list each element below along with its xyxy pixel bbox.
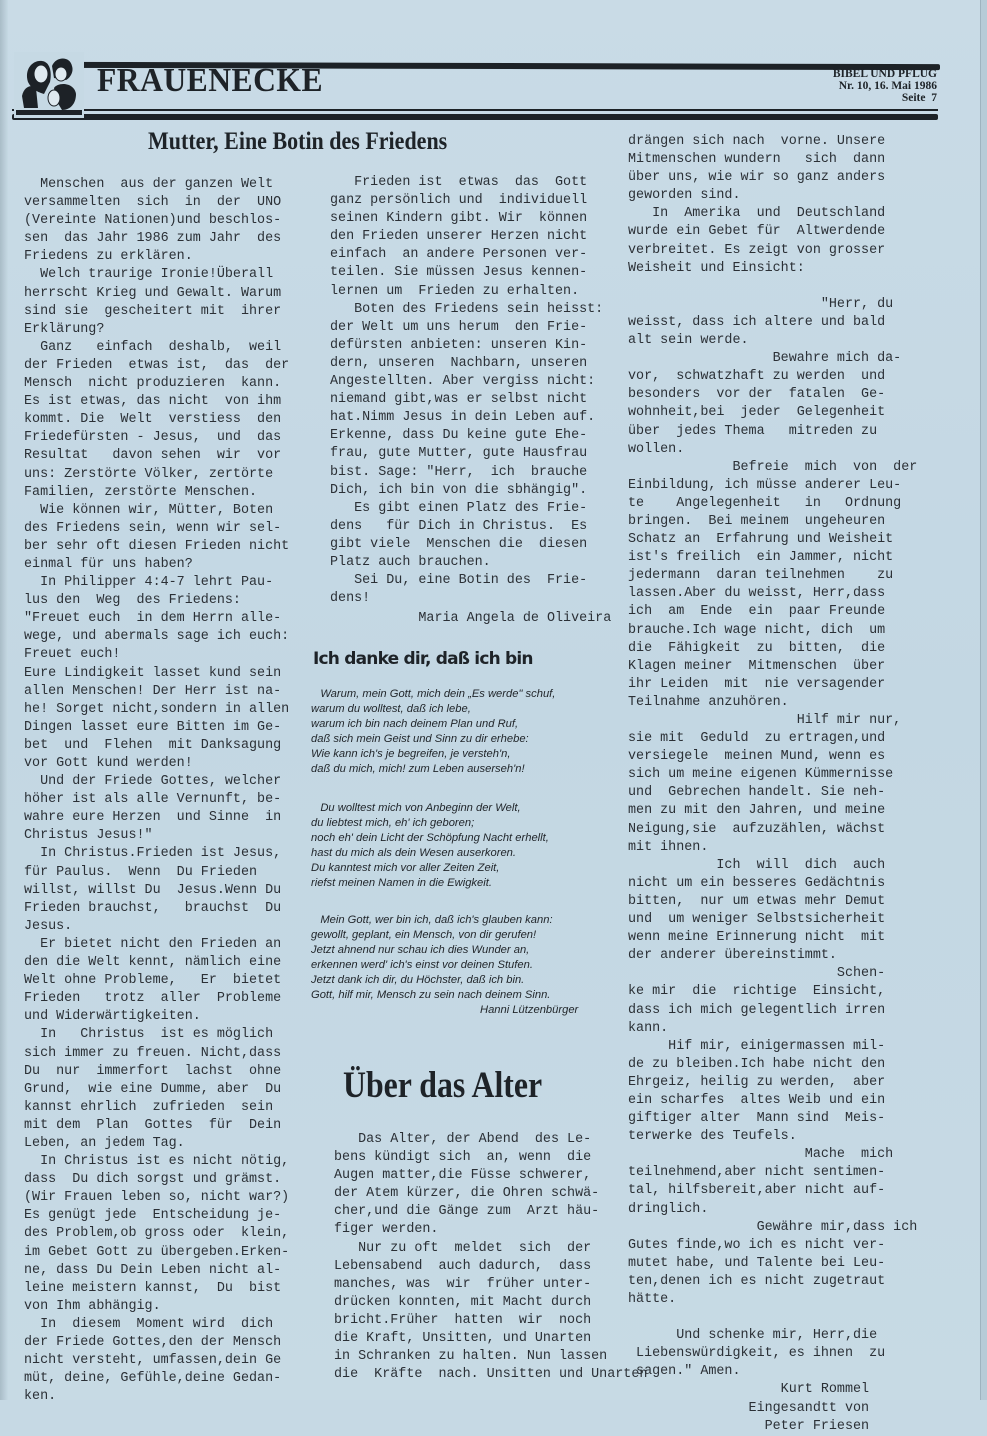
poem-title: Ich danke dir, daß ich bin: [313, 649, 533, 669]
article-title: Mutter, Eine Botin des Friedens: [148, 128, 448, 155]
text-line: ke mir die richtige Einsicht,: [628, 984, 886, 1000]
text-line: nicht versteht, umfassen,dein Ge: [24, 1353, 282, 1369]
masthead-bottom-rule: [12, 114, 938, 120]
text-line: den Frieden unserer Herzen nicht: [330, 229, 588, 245]
text-line: bet und Flehen mit Danksagung: [24, 737, 282, 753]
text-line: Peter Friesen: [628, 1418, 870, 1434]
text-line: Es ist etwas, das nicht von ihm: [24, 394, 282, 410]
text-line: defürsten anbieten: unseren Kin-: [330, 337, 588, 353]
text-line: und um weniger Selbstsicherheit: [628, 912, 886, 928]
text-line: ein scharfes altes Weib und ein: [628, 1092, 886, 1108]
text-line: mit dem Plan Gottes für Dein: [24, 1117, 282, 1133]
text-line: dens für Dich in Christus. Es: [330, 518, 588, 534]
text-line: In Amerika und Deutschland: [628, 206, 886, 222]
text-line: bringen. Bei meinem ungeheuren: [628, 513, 886, 529]
text-line: dens!: [330, 591, 371, 607]
text-line: Schatz an Erfahrung und Weisheit: [628, 532, 894, 548]
text-line: des Problem,ob gross oder klein,: [24, 1226, 290, 1242]
text-line: über uns, wie wir so ganz anders: [628, 170, 886, 186]
text-line: ihr Leiden mit nie versagender: [628, 676, 886, 692]
text-line: sich immer zu freuen. Nicht,dass: [24, 1045, 282, 1061]
text-line: terwerke des Teufels.: [628, 1129, 797, 1145]
poem-stanza: [311, 913, 611, 1004]
text-line: gibt viele Menschen die diesen: [330, 536, 588, 552]
text-line: tal, hilfsbereit,aber nicht auf-: [628, 1183, 886, 1199]
text-line: Neigung,sie aufzuzählen, wächst: [628, 821, 886, 837]
text-line: Erklärung?: [24, 321, 105, 337]
publication-info: [833, 68, 937, 104]
text-line: der Frieden etwas ist, das der: [24, 357, 290, 373]
text-line: daß sich mein Geist und Sinn zu dir erhebe:: [311, 733, 529, 746]
text-line: giftiger alter Mann sind Meis-: [628, 1111, 886, 1127]
text-line: Freuet euch!: [24, 647, 121, 663]
text-line: lernen um Frieden zu erhalten.: [330, 283, 580, 299]
text-line: brauche.Ich wage nicht, dich um: [628, 622, 886, 638]
article-column-2: [330, 174, 612, 628]
page-number: Seite 7: [901, 92, 937, 104]
text-line: dringlich.: [628, 1201, 709, 1217]
text-line: Gewähre mir,dass ich: [628, 1219, 918, 1235]
text-line: daß du mich, mich! zum Leben auserseh'n!: [311, 763, 525, 776]
publication-name: BIBEL UND PFLUG: [832, 68, 937, 80]
text-line: Frieden brauchst, brauchst Du: [24, 900, 282, 916]
text-line: allen Menschen! Der Herr ist na-: [24, 683, 282, 699]
text-line: sich um meine eigenen Kümmernisse: [628, 767, 894, 783]
text-line: Welch traurige Ironie!Überall: [24, 267, 274, 283]
page-binding-edge: [0, 0, 8, 1400]
text-line: sie mit Geduld zu ertragen,und: [628, 731, 886, 747]
text-line: de zu bleiben.Ich habe nicht den: [628, 1056, 886, 1072]
text-line: von Ihm abhängig.: [24, 1298, 161, 1314]
text-line: Dingen lasset eure Bitten im Ge-: [24, 719, 282, 735]
text-line: Gutes finde,wo ich es nicht ver-: [628, 1237, 886, 1253]
text-line: te Angelegenheit in Ordnung: [628, 495, 902, 511]
text-line: wollen.: [628, 441, 685, 457]
text-line: versiegele meinen Mund, wenn es: [628, 749, 886, 765]
text-line: cher,und die Gänge zum Arzt häu-: [334, 1204, 600, 1220]
text-line: versammelten sich in der UNO: [24, 195, 282, 211]
text-line: Teilnahme anzuhören.: [628, 694, 789, 710]
text-line: Jetzt dank ich dir, du Höchster, daß ich bin.: [311, 974, 525, 987]
text-line: Augen matter,die Füsse schwerer,: [334, 1168, 592, 1184]
article-title: Über das Alter: [343, 1065, 543, 1106]
text-line: die Fähigkeit zu bitten, die: [628, 640, 886, 656]
text-line: Menschen aus der ganzen Welt: [24, 177, 274, 192]
text-line: Wie können wir, Mütter, Boten: [24, 502, 274, 518]
text-line: sind sie gescheitert mit ihrer: [24, 303, 282, 319]
text-line: uns: Zerstörte Völker, zertörte: [24, 466, 274, 482]
text-line: dern, unseren Nachbarn, unseren: [330, 355, 588, 371]
text-line: warum du wolltest, daß ich lebe,: [311, 703, 471, 716]
text-line: jedermann daran teilnehmen zu: [628, 568, 894, 584]
text-line: Mache mich: [628, 1147, 894, 1163]
text-line: sagen." Amen.: [628, 1364, 741, 1380]
text-line: dass Du dich sorgst und grämst.: [24, 1172, 282, 1188]
text-line: Und der Friede Gottes, welcher: [24, 774, 282, 790]
text-line: der Atem kürzer, die Ohren schwä-: [334, 1186, 600, 1202]
text-line: die Kräfte nach. Unsitten und Unarten: [334, 1367, 648, 1383]
text-line: der Welt um uns herum den Frie-: [330, 319, 588, 335]
text-line: [628, 278, 912, 296]
text-line: teilnehmend,aber nicht sentimen-: [628, 1165, 886, 1181]
text-line: Schen-: [628, 966, 886, 982]
text-line: teilen. Sie müssen Jesus kennen-: [330, 265, 588, 281]
text-line: die Kraft, Unsitten, und Unarten: [334, 1331, 592, 1347]
text-line: lassen.Aber du weisst, Herr,dass: [628, 586, 886, 602]
text-line: Sei Du, eine Botin des Frie-: [330, 573, 588, 589]
section-title: FRAUENECKE: [97, 62, 324, 99]
text-line: Hilf mir nur,: [628, 713, 902, 728]
text-line: Dich, ich bin von die sbhängig".: [330, 482, 588, 498]
text-line: Klagen meiner Mitmenschen über: [628, 658, 886, 674]
text-line: Mitmenschen wundern sich dann: [628, 152, 886, 168]
text-line: In Philipper 4:4-7 lehrt Pau-: [24, 575, 274, 591]
text-line: ber sehr oft diesen Frieden nicht: [24, 538, 290, 554]
text-line: sen das Jahr 1986 zum Jahr des: [24, 231, 282, 247]
article-column-3: [628, 133, 918, 1436]
text-line: einfach an andere Personen ver-: [330, 247, 588, 263]
text-line: Du kanntest mich vor aller Zeiten Zeit,: [311, 862, 500, 875]
text-line: Lebensabend auch dadurch, dass: [334, 1258, 592, 1274]
text-line: bens kündigt sich an, wenn die: [334, 1150, 592, 1166]
text-line: ten,denen ich es nicht zugetraut: [628, 1273, 886, 1289]
text-line: Wie kann ich's je begreifen, je versteh'n,: [311, 748, 511, 761]
text-line: Grund, wie eine Dumme, aber Du: [24, 1081, 282, 1097]
text-line: und Gebrechen handelt. Sie neh-: [628, 785, 886, 801]
text-line: Er bietet nicht den Frieden an: [24, 936, 282, 952]
text-line: geworden sind.: [628, 188, 741, 204]
text-line: vor, schwatzhaft zu werden und: [628, 369, 886, 385]
article-column-1: [24, 176, 290, 1406]
text-line: mit ihnen.: [628, 839, 709, 855]
text-line: Kurt Rommel: [628, 1382, 870, 1398]
text-line: Eure Lindigkeit lasset kund sein: [24, 665, 282, 681]
text-line: im Gebet Gott zu übergeben.Erken-: [24, 1244, 290, 1260]
text-line: in Schranken zu halten. Nun lassen: [334, 1349, 608, 1365]
text-line: Mein Gott, wer bin ich, daß ich's glauben kann:: [311, 914, 553, 926]
text-line: lus den Weg des Friedens:: [24, 593, 241, 609]
text-line: "Freuet euch in dem Herrn alle-: [24, 611, 282, 627]
text-line: noch eh' dein Licht der Schöpfung Nacht erhellt,: [311, 832, 549, 845]
text-line: Du nur immerfort lachst ohne: [24, 1063, 282, 1079]
text-line: kommt. Die Welt verstiess den: [24, 412, 282, 428]
text-line: Angestellten. Aber vergiss nicht:: [330, 374, 596, 390]
text-line: Mensch nicht produzieren kann.: [24, 376, 282, 392]
text-line: warum ich bin nach deinem Plan und Ruf,: [311, 718, 519, 731]
text-line: Platz auch brauchen.: [330, 554, 491, 570]
text-line: bricht.Früher hatten wir noch: [334, 1312, 592, 1328]
text-line: Eingesandtt von: [628, 1400, 870, 1416]
text-line: ganz persönlich und individuell: [330, 193, 588, 209]
text-line: In diesem Moment wird dich: [24, 1316, 274, 1332]
text-line: mutet habe, und Talente bei Leu-: [628, 1255, 886, 1271]
text-line: müt, deine, Gefühle,deine Gedan-: [24, 1371, 282, 1387]
poem-author: Hanni Lützenbürger: [480, 1004, 579, 1016]
text-line: Leben, an jedem Tag.: [24, 1135, 185, 1151]
text-line: vor Gott kund werden!: [24, 756, 193, 771]
text-line: Bewahre mich da-: [628, 351, 902, 367]
text-line: ne, dass Du Dein Leben nicht al-: [24, 1262, 282, 1278]
text-line: leine meistern kannst, Du bist: [24, 1280, 282, 1296]
text-line: gewollt, geplant, ein Mensch, von dir gerufen!: [311, 929, 537, 942]
text-line: verbreitet. Es zeigt von grosser: [628, 242, 886, 258]
poem-stanza: [311, 801, 611, 892]
text-line: riefst meinen Namen in die Ewigkeit.: [311, 877, 492, 890]
text-line: Frieden ist etwas das Gott: [330, 175, 588, 190]
text-line: wege, und abermals sage ich euch:: [24, 629, 290, 645]
text-line: erkennen werd' ich's einst vor deinen Stufen.: [311, 959, 533, 972]
women-illustration-icon: [14, 52, 84, 118]
text-line: herrscht Krieg und Gewalt. Warum: [24, 285, 282, 301]
text-line: bitten, nur um etwas mehr Demut: [628, 893, 886, 909]
text-line: der anderer übereinstimmt.: [628, 948, 837, 964]
text-line: drücken konnten, mit Macht durch: [334, 1294, 592, 1310]
text-line: Das Alter, der Abend des Le-: [334, 1132, 592, 1147]
text-line: Christus Jesus!": [24, 828, 153, 844]
text-line: höher ist als alle Vernunft, be-: [24, 792, 282, 808]
text-line: drängen sich nach vorne. Unsere: [628, 134, 886, 149]
text-line: ist's freilich ein Jammer, nicht: [628, 550, 894, 566]
text-line: wahre eure Herzen und Sinne in: [24, 810, 282, 826]
text-line: manches, was wir früher unter-: [334, 1276, 592, 1292]
text-line: einmal für uns haben?: [24, 556, 193, 572]
text-line: Ehrgeiz, heilig zu werden, aber: [628, 1074, 886, 1090]
text-line: für Paulus. Wenn Du Frieden: [24, 864, 258, 880]
text-line: nicht um ein besseres Gedächtnis: [628, 875, 886, 891]
text-line: Hif mir, einigermassen mil-: [628, 1038, 886, 1054]
text-line: Jetzt ahnend nur schau ich dies Wunder an,: [311, 944, 530, 957]
text-line: besonders vor der fatalen Ge-: [628, 387, 886, 403]
text-line: he! Sorget nicht,sondern in allen: [24, 701, 290, 717]
text-line: hast du mich als dein Wesen auserkoren.: [311, 847, 517, 860]
text-line: In Christus.Frieden ist Jesus,: [24, 846, 282, 862]
text-line: seinen Kindern gibt. Wir können: [330, 211, 588, 227]
text-line: Und schenke mir, Herr,die: [628, 1328, 878, 1344]
text-line: Es gibt einen Platz des Frie-: [330, 500, 588, 516]
text-line: ken.: [24, 1389, 57, 1405]
text-line: Familien, zerstörte Menschen.: [24, 484, 258, 500]
article-author: Maria Angela de Oliveira: [330, 611, 612, 627]
text-line: Welt ohne Probleme, Er bietet: [24, 973, 282, 989]
masthead-bottom-thin-rule: [12, 109, 938, 111]
text-line: du liebtest mich, eh' ich geboren;: [311, 817, 475, 830]
text-line: Friedefürsten - Jesus, und das: [24, 430, 282, 446]
text-line: Es genügt jede Entscheidung je-: [24, 1208, 282, 1224]
text-line: und Widerwärtigkeiten.: [24, 1009, 201, 1025]
text-line: wohnheit,bei jeder Gelegenheit: [628, 405, 886, 421]
text-line: Resultat davon sehen wir vor: [24, 448, 282, 464]
text-line: Erkenne, dass Du keine gute Ehe-: [330, 428, 588, 444]
text-line: Nur zu oft meldet sich der: [334, 1240, 592, 1256]
text-line: des Friedens sein, wenn wir sel-: [24, 520, 282, 536]
text-line: willst, willst Du Jesus.Wenn Du: [24, 882, 282, 898]
text-line: den die Welt kennt, nämlich eine: [24, 955, 282, 971]
text-line: Einbildung, ich müsse anderer Leu-: [628, 477, 902, 493]
text-line: Gott, hilf mir, Mensch zu sein nach deinem Sinn.: [311, 989, 551, 1002]
text-line: hat.Nimm Jesus in dein Leben auf.: [330, 410, 596, 426]
text-line: Liebenswürdigkeit, es ihnen zu: [628, 1346, 886, 1362]
text-line: kannst ehrlich zufrieden sein: [24, 1099, 274, 1115]
text-line: der Friede Gottes,den der Mensch: [24, 1335, 282, 1350]
text-line: Befreie mich von der: [628, 459, 918, 475]
text-line: In Christus ist es nicht nötig,: [24, 1154, 290, 1170]
text-line: wenn meine Erinnerung nicht mit: [628, 930, 886, 946]
text-line: Jesus.: [24, 918, 73, 934]
text-line: "Herr, du: [628, 296, 894, 312]
text-line: frau, gute Mutter, gute Hausfrau: [330, 446, 588, 462]
text-line: wurde ein Gebet für Altwerdende: [628, 224, 886, 240]
text-line: weisst, dass ich altere und bald: [628, 314, 886, 330]
text-line: Boten des Friedens sein heisst:: [330, 301, 604, 317]
text-line: men zu mit den Jahren, und meine: [628, 803, 886, 819]
text-line: Frieden trotz aller Probleme: [24, 991, 282, 1007]
text-line: Friedens zu erklären.: [24, 249, 193, 265]
poem-stanza: [311, 687, 611, 778]
text-line: dass ich mich gelegentlich irren: [628, 1002, 886, 1018]
text-line: In Christus ist es möglich: [24, 1027, 274, 1043]
text-line: figer werden.: [334, 1222, 439, 1238]
text-line: kann.: [628, 1020, 669, 1036]
text-line: Weisheit und Einsicht:: [628, 260, 805, 276]
text-line: Warum, mein Gott, mich dein „Es werde" schuf,: [311, 688, 556, 700]
article-column-2-bottom: [334, 1131, 648, 1384]
text-line: Du wolltest mich von Anbeginn der Welt,: [311, 802, 521, 814]
text-line: Ich will dich auch: [628, 857, 886, 873]
text-line: Ganz einfach deshalb, weil: [24, 339, 282, 355]
text-line: über jedes Thema mitreden zu: [628, 423, 878, 439]
text-line: [628, 1309, 912, 1327]
text-line: hätte.: [628, 1292, 677, 1307]
text-line: ich am Ende ein paar Freunde: [628, 604, 886, 620]
text-line: (Wir Frauen leben so, nicht war?): [24, 1190, 290, 1206]
issue-date: Nr. 10, 16. Mai 1986: [838, 80, 937, 92]
text-line: alt sein werde.: [628, 333, 749, 349]
text-line: bist. Sage: "Herr, ich brauche: [330, 464, 588, 480]
page-right-edge: [980, 0, 987, 1400]
text-line: niemand gibt,was er selbst nicht: [330, 392, 588, 408]
text-line: (Vereinte Nationen)und beschlos-: [24, 213, 282, 229]
